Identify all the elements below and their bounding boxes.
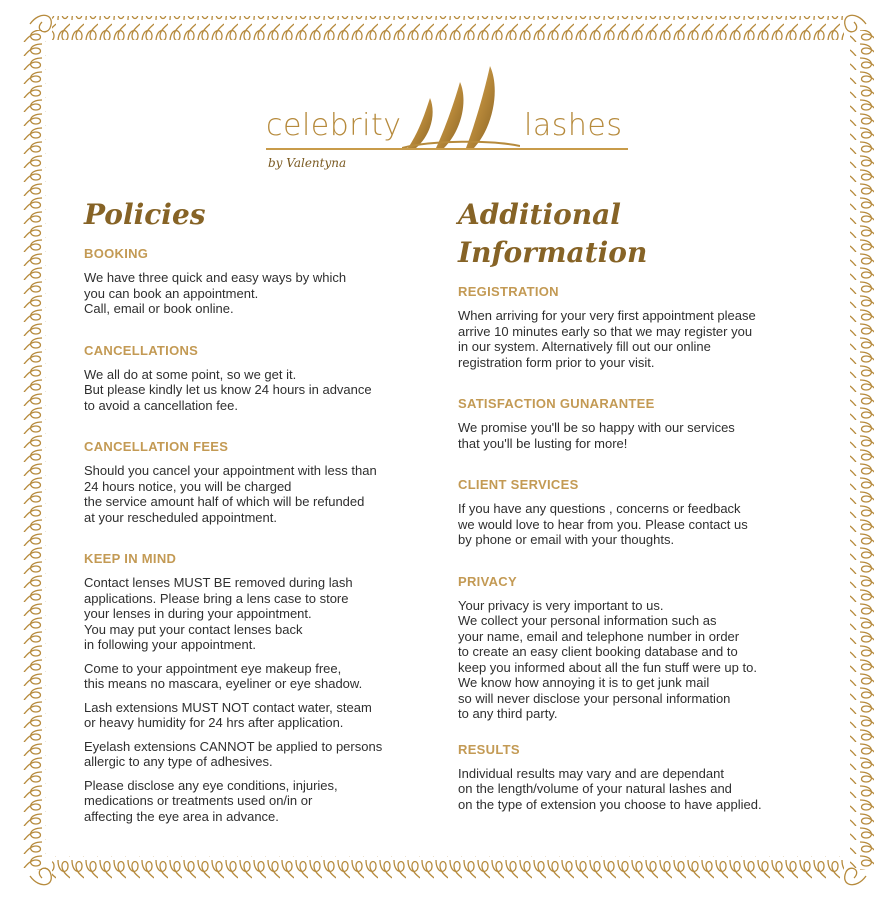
policies-title: Policies <box>84 198 206 231</box>
section-text: Your privacy is very important to us. We collect your personal information such as your name, email and telephone number in order to create an easy client booking database and to keep you informed about all the fun stuff were up to. We know how annoying it is to get junk mail so will never disclose your personal information to any third party. <box>458 597 757 721</box>
registration-section <box>458 284 803 370</box>
section-heading: CANCELLATION FEES <box>84 439 229 454</box>
section-text: Lash extensions MUST NOT contact water, steam or heavy humidity for 24 hrs after application. <box>84 699 372 730</box>
satisfaction-section <box>458 396 803 451</box>
logo-word-lashes: lashes <box>524 108 623 143</box>
section-text: Should you cancel your appointment with less than 24 hours notice, you will be charged the service amount half of which will be refunded at your rescheduled appointment. <box>84 463 377 525</box>
keep-in-mind-section <box>84 551 434 824</box>
section-text: Come to your appointment eye makeup free, this means no mascara, eyeliner or eye shadow. <box>84 660 363 691</box>
lash-logo-icon <box>402 60 520 150</box>
section-heading: CANCELLATIONS <box>84 342 199 358</box>
results-section <box>458 742 803 813</box>
policies-column <box>84 196 434 850</box>
section-heading: PRIVACY <box>458 573 517 589</box>
additional-info-column <box>458 196 803 838</box>
section-heading: CLIENT SERVICES <box>458 477 579 492</box>
section-heading: KEEP IN MIND <box>84 551 177 566</box>
section-heading: SATISFACTION GUNARANTEE <box>458 396 655 411</box>
additional-info-title: Additional Information <box>458 198 648 269</box>
section-heading: RESULTS <box>458 741 520 757</box>
logo-word-celebrity: celebrity <box>266 108 402 143</box>
privacy-section <box>458 574 803 722</box>
logo-tagline: by Valentyna <box>268 156 347 170</box>
logo-underline <box>266 148 628 150</box>
cancellation-fees-section <box>84 439 434 525</box>
cancellations-section <box>84 343 434 414</box>
booking-section <box>84 246 434 317</box>
section-text: Eyelash extensions CANNOT be applied to persons allergic to any type of adhesives. <box>84 738 383 769</box>
section-text: When arriving for your very first appointment please arrive 10 minutes early so that we may register you in our system. Alternatively fill out our online registration form prior to your visit. <box>458 308 756 370</box>
section-heading: BOOKING <box>84 246 149 261</box>
section-heading: REGISTRATION <box>458 284 559 299</box>
section-text: We all do at some point, so we get it. But please kindly let us know 24 hours in advance to avoid a cancellation fee. <box>84 366 372 413</box>
section-text: Please disclose any eye conditions, injuries, medications or treatments used on/in or affecting the eye area in advance. <box>84 777 338 824</box>
brand-logo <box>262 60 634 180</box>
section-text: We promise you'll be so happy with our services that you'll be lusting for more! <box>458 420 735 451</box>
section-text: Individual results may vary and are dependant on the length/volume of your natural lashes and on the type of extension you choose to have applied. <box>458 765 762 812</box>
client-services-section <box>458 477 803 548</box>
section-text: We have three quick and easy ways by which you can book an appointment. Call, email or book online. <box>84 270 347 316</box>
section-text: If you have any questions , concerns or feedback we would love to hear from you. Please contact us by phone or email with your thoughts. <box>458 501 748 547</box>
section-text: Contact lenses MUST BE removed during lash applications. Please bring a lens case to store your lenses in during your appointment. You may put your contact lenses back in following your appointment. <box>84 575 353 652</box>
